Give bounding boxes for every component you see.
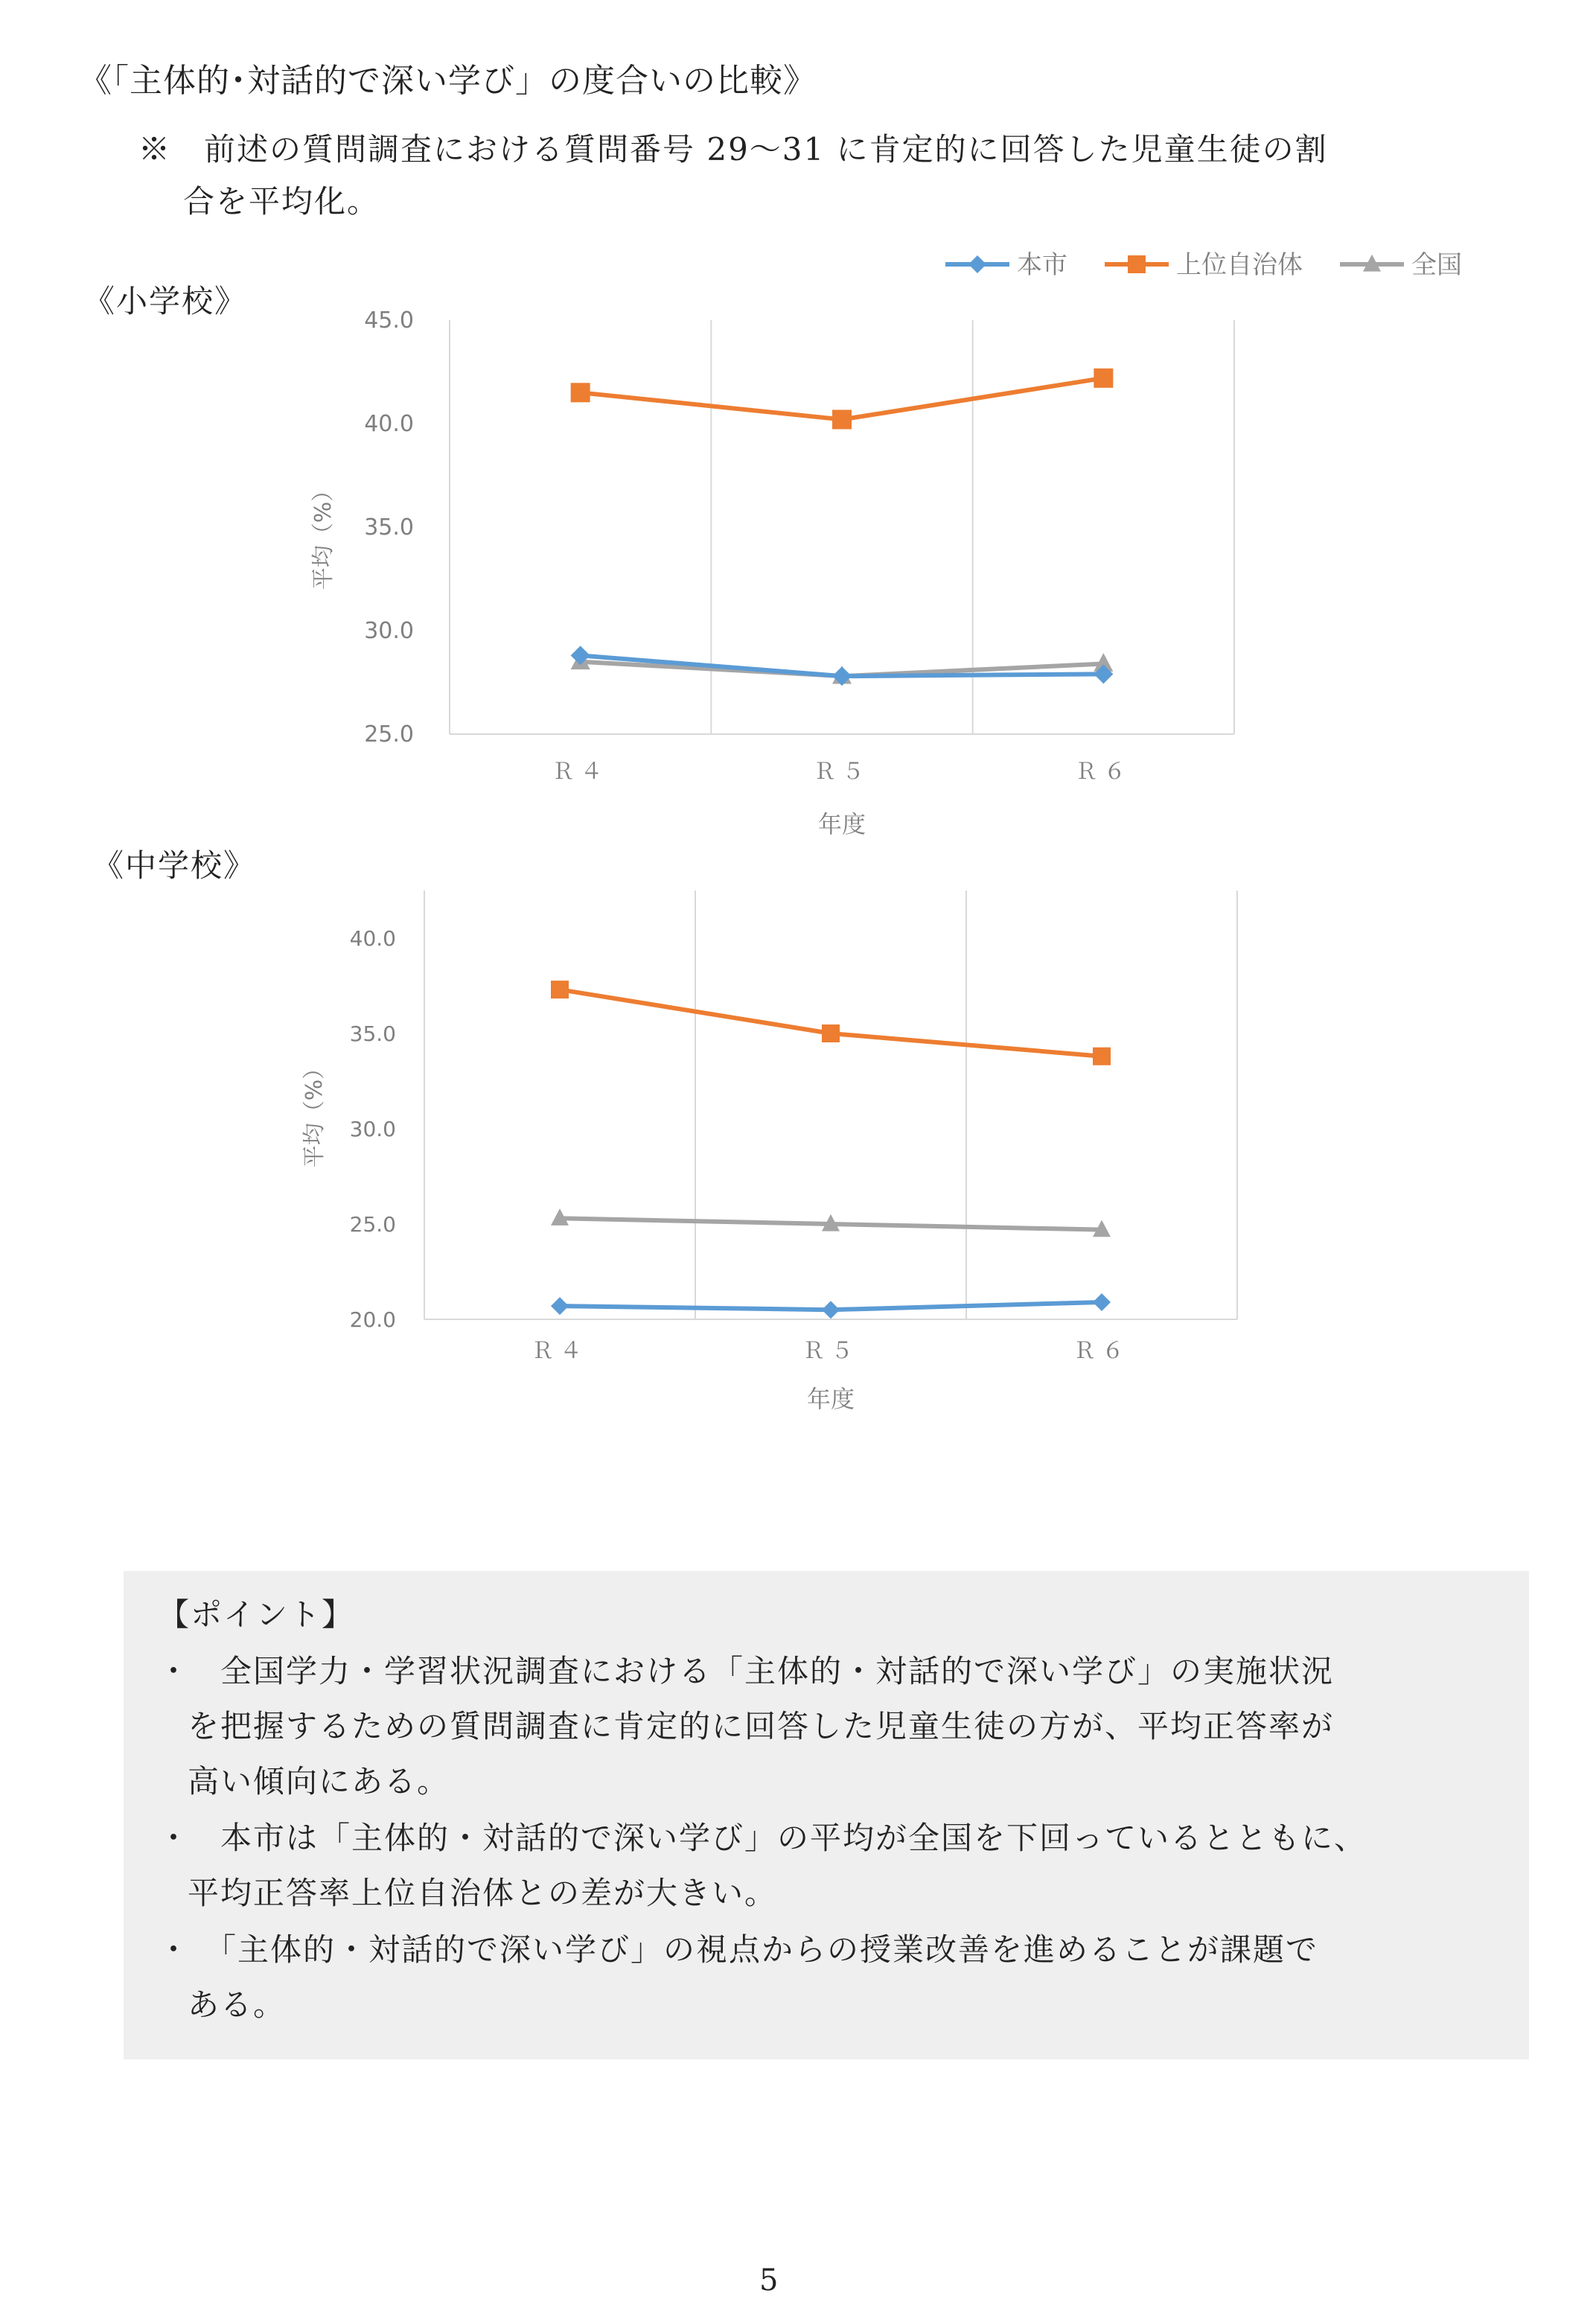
chart-2-series-2-point bbox=[822, 1024, 840, 1042]
chart-1-y-tick-label: 25.0 bbox=[364, 721, 414, 748]
point-2-line-1: 本市は「主体的・対話的で深い学び」の平均が全国を下回っているとともに、 bbox=[188, 1820, 1367, 1856]
note-line-2: 合を平均化。 bbox=[183, 183, 380, 220]
chart-1-x-tick-label: Ｒ５ bbox=[814, 759, 870, 785]
page-heading: 《「主体的･対話的で深い学び」の度合いの比較》 bbox=[79, 62, 817, 100]
chart-2-y-tick-label: 20.0 bbox=[349, 1307, 396, 1332]
chart-1-x-axis-label: 年度 bbox=[817, 810, 866, 838]
point-bullet-1: ・ bbox=[158, 1653, 190, 1689]
chart-2-y-tick-label: 30.0 bbox=[349, 1117, 396, 1141]
legend-marker-1 bbox=[968, 255, 986, 273]
chart-1-y-tick-label: 40.0 bbox=[364, 411, 414, 437]
point-1-line-2: を把握するための質問調査に肯定的に回答した児童生徒の方が、平均正答率が bbox=[188, 1708, 1335, 1744]
chart-2-x-tick-label: Ｒ５ bbox=[802, 1338, 859, 1364]
point-2-line-2: 平均正答率上位自治体との差が大きい。 bbox=[188, 1875, 778, 1911]
chart-2-series-1-point bbox=[1093, 1293, 1111, 1311]
point-bullet-2: ・ bbox=[158, 1820, 190, 1856]
legend-label-1: 本市 bbox=[1017, 250, 1067, 280]
chart-2-x-tick-label: Ｒ６ bbox=[1073, 1338, 1130, 1364]
point-3-line-2: ある。 bbox=[188, 1986, 287, 2023]
points-title: 【ポイント】 bbox=[158, 1596, 355, 1633]
chart-1-y-axis-label: 平均（%） bbox=[310, 479, 336, 590]
legend-marker-2 bbox=[1128, 255, 1146, 273]
chart-1-y-tick-label: 35.0 bbox=[364, 514, 414, 541]
chart-1-series-2-point bbox=[571, 383, 590, 402]
chart-1-y-tick-label: 30.0 bbox=[364, 618, 414, 644]
chart-2-series-1-point bbox=[822, 1301, 840, 1319]
section-junior-high: 《中学校》 bbox=[92, 847, 257, 884]
chart-1-x-tick-label: Ｒ４ bbox=[552, 759, 609, 785]
chart-1-y-tick-label: 45.0 bbox=[364, 307, 414, 334]
page-number: 5 bbox=[759, 2263, 779, 2298]
point-3-line-1: 「主体的・対話的で深い学び」の視点からの授業改善を進めることが課題で bbox=[188, 1931, 1319, 1968]
chart-2-y-tick-label: 25.0 bbox=[349, 1212, 396, 1237]
section-elementary: 《小学校》 bbox=[83, 283, 248, 319]
point-1-line-1: 全国学力・学習状況調査における「主体的・対話的で深い学び」の実施状況 bbox=[188, 1653, 1335, 1689]
chart-2-y-axis-label: 平均（%） bbox=[301, 1056, 328, 1168]
chart-2-y-tick-label: 40.0 bbox=[349, 926, 396, 951]
chart-2-series-2-point bbox=[1093, 1048, 1111, 1065]
chart-2-x-axis-label: 年度 bbox=[806, 1385, 855, 1413]
chart-2-series-line-2 bbox=[560, 989, 1102, 1056]
point-1-line-3: 高い傾向にある。 bbox=[188, 1763, 450, 1800]
legend-label-3: 全国 bbox=[1411, 250, 1462, 280]
legend-label-2: 上位自治体 bbox=[1176, 250, 1303, 280]
chart-2-x-tick-label: Ｒ４ bbox=[532, 1338, 588, 1364]
chart-2-y-tick-label: 35.0 bbox=[349, 1022, 396, 1046]
chart-1-series-2-point bbox=[832, 409, 852, 429]
chart-1-series-2-point bbox=[1094, 369, 1113, 388]
chart-1-x-tick-label: Ｒ６ bbox=[1075, 759, 1132, 785]
note-line-1: ※ 前述の質問調査における質問番号 29～31 に肯定的に回答した児童生徒の割 bbox=[138, 131, 1328, 168]
chart-2-series-1-point bbox=[551, 1297, 569, 1315]
chart-2-series-2-point bbox=[551, 981, 569, 998]
point-bullet-3: ・ bbox=[158, 1931, 190, 1968]
chart-2 bbox=[301, 890, 1237, 1413]
